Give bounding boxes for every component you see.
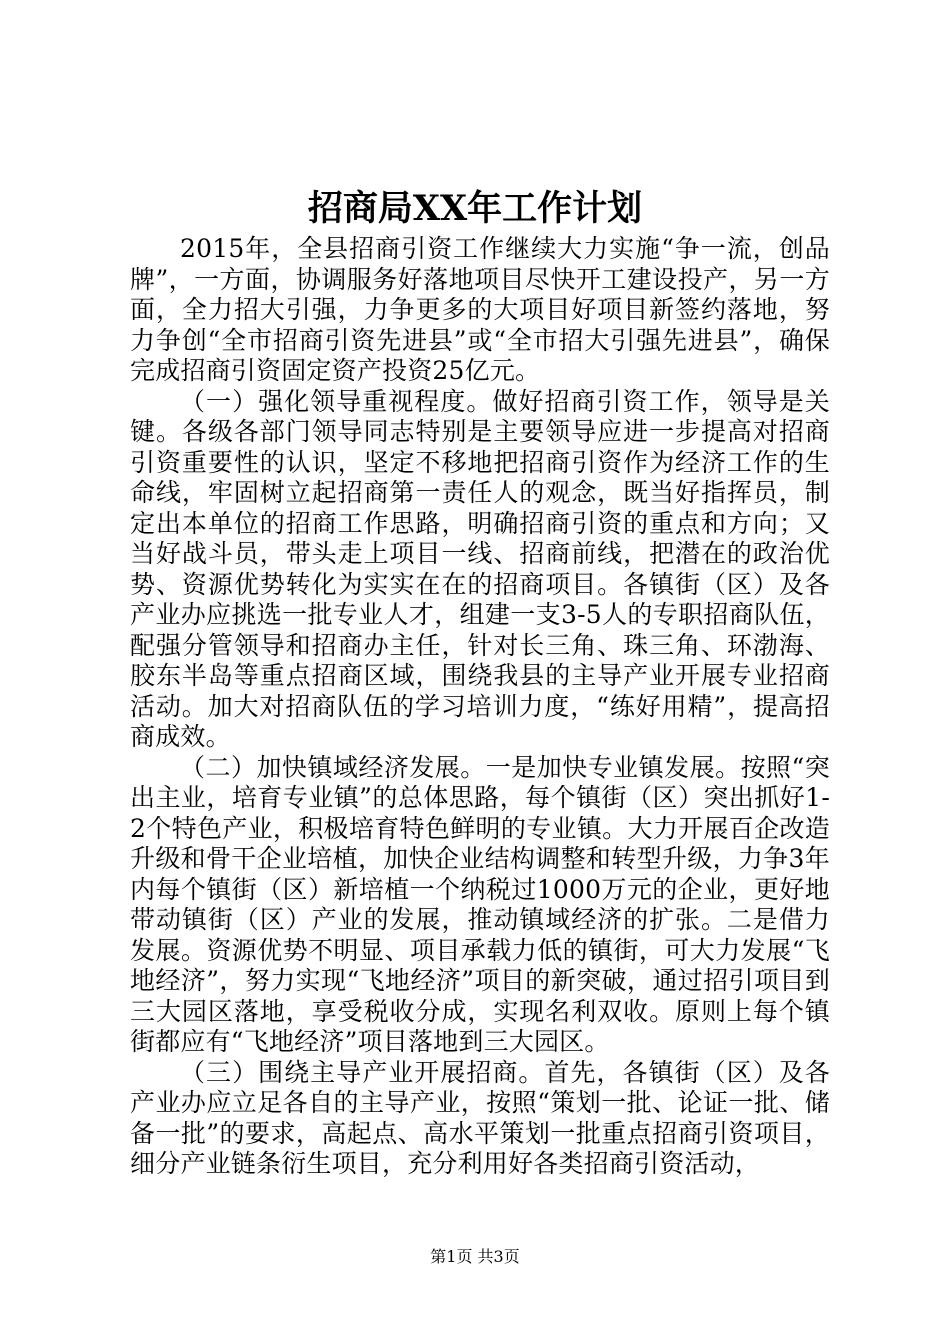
document-body — [130, 234, 830, 1180]
paragraph-intro: 2015年，全县招商引资工作继续大力实施“争一流，创品牌”，一方面，协调服务好落地项目尽快开工建设投产，另一方面，全力招大引强，力争更多的大项目好项目新签约落地，努力争创“全市招商引资先进县”或“全市招大引强先进县”，确保完成招商引资固定资产投资25亿元。 — [130, 234, 830, 385]
paragraph-section-3: （三）围绕主导产业开展招商。首先，各镇街（区）及各产业办应立足各自的主导产业，按照“策划一批、论证一批、储备一批”的要求，高起点、高水平策划一批重点招商引资项目，细分产业链条衍生项目，充分利用好各类招商引资活动， — [130, 1057, 830, 1178]
document-title: 招商局XX年工作计划 — [307, 188, 643, 229]
paragraph-section-2: （二）加快镇域经济发展。一是加快专业镇发展。按照“突出主业，培育专业镇”的总体思路，每个镇街（区）突出抓好1-2个特色产业，积极培育特色鲜明的专业镇。大力开展百企改造升级和骨干企业培植，加快企业结构调整和转型升级，力争3年内每个镇街（区）新培植一个纳税过1000万元的企业，更好地带动镇街（区）产业的发展，推动镇域经济的扩张。二是借力发展。资源优势不明显、项目承载力低的镇街，可大力发展“飞地经济”，努力实现“飞地经济”项目的新突破，通过招引项目到三大园区落地，享受税收分成，实现名利双收。原则上每个镇街都应有“飞地经济”项目落地到三大园区。 — [130, 752, 830, 1056]
paragraph-section-1: （一）强化领导重视程度。做好招商引资工作，领导是关键。各级各部门领导同志特别是主要领导应进一步提高对招商引资重要性的认识，坚定不移地把招商引资作为经济工作的生命线，牢固树立起招商第一责任人的观念，既当好指挥员，制定出本单位的招商工作思路，明确招商引资的重点和方向；又当好战斗员，带头走上项目一线、招商前线，把潜在的政治优势、资源优势转化为实实在在的招商项目。各镇街（区）及各产业办应挑选一批专业人才，组建一支3-5人的专职招商队伍，配强分管领导和招商办主任，针对长三角、珠三角、环渤海、胶东半岛等重点招商区域，围绕我县的主导产业开展专业招商活动。加大对招商队伍的学习培训力度，“练好用精”，提高招商成效。 — [130, 386, 830, 751]
page-number-footer: 第1页 共3页 — [430, 1247, 520, 1266]
